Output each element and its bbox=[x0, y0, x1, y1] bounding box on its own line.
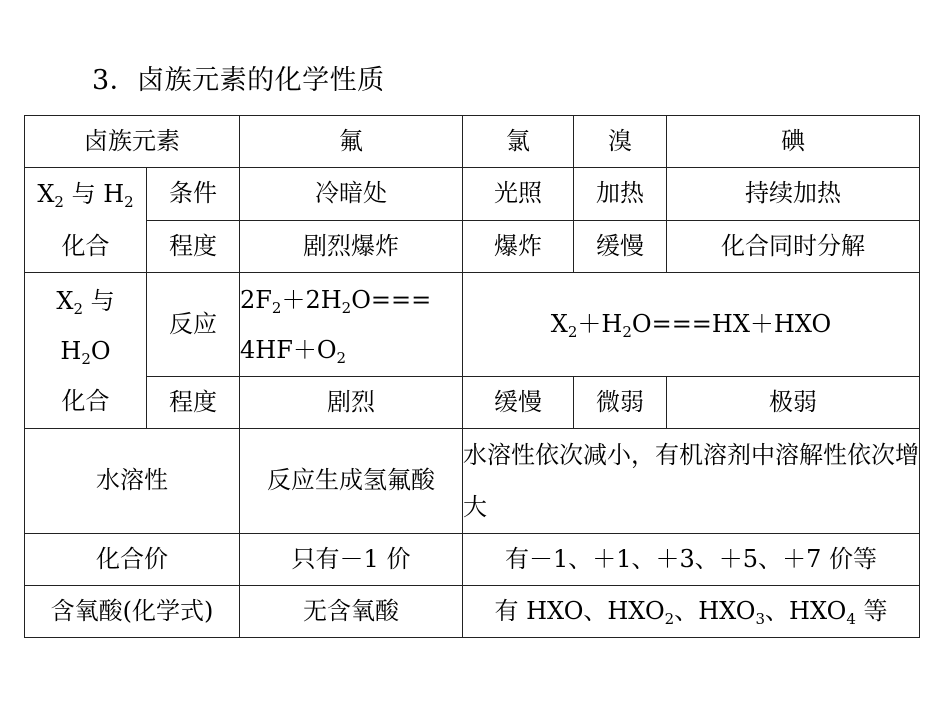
solubility-f: 反应生成氢氟酸 bbox=[240, 429, 463, 534]
header-iodine: 碘 bbox=[667, 116, 920, 168]
header-row bbox=[25, 116, 920, 168]
h2-degree-br: 缓慢 bbox=[574, 220, 667, 273]
header-bromine: 溴 bbox=[574, 116, 667, 168]
solubility-others: 水溶性依次减小，有机溶剂中溶解性依次增大 bbox=[463, 429, 920, 534]
h2o-degree-i: 极弱 bbox=[667, 377, 920, 429]
h2o-degree-row bbox=[25, 377, 920, 429]
page-title: 3．卤族元素的化学性质 bbox=[92, 65, 385, 96]
h2o-reaction-label: 反应 bbox=[147, 273, 240, 377]
h2o-reaction-f: $2F_2+2H_2O===$ $4HF+O_2$ bbox=[240, 273, 463, 377]
h2o-degree-f: 剧烈 bbox=[240, 377, 463, 429]
h2o-degree-cl: 缓慢 bbox=[463, 377, 574, 429]
h2o-degree-label: 程度 bbox=[147, 377, 240, 429]
oxyacid-label: 含氧酸(化学式) bbox=[25, 586, 240, 638]
valence-f: 只有－1 价 bbox=[240, 534, 463, 586]
header-fluorine: 氟 bbox=[240, 116, 463, 168]
solubility-row bbox=[25, 429, 920, 534]
h2-condition-i: 持续加热 bbox=[667, 168, 920, 221]
header-chlorine: 氯 bbox=[463, 116, 574, 168]
valence-others: 有－1、＋1、＋3、＋5、＋7 价等 bbox=[463, 534, 920, 586]
valence-row bbox=[25, 534, 920, 586]
h2o-group-label: $X_2$ 与 $H_2O$ 化合 bbox=[25, 273, 147, 429]
h2-degree-i: 化合同时分解 bbox=[667, 220, 920, 273]
h2o-reaction-others: $X_2+H_2O===HX+HXO$ bbox=[463, 273, 920, 377]
header-label: 卤族元素 bbox=[25, 116, 240, 168]
h2-condition-br: 加热 bbox=[574, 168, 667, 221]
h2-degree-row bbox=[25, 220, 920, 273]
h2-group-label: $X_2$ 与 $H_2$ 化合 bbox=[25, 168, 147, 273]
solubility-label: 水溶性 bbox=[25, 429, 240, 534]
h2-condition-cl: 光照 bbox=[463, 168, 574, 221]
oxyacid-row bbox=[25, 586, 920, 638]
halogen-table bbox=[24, 115, 920, 638]
valence-label: 化合价 bbox=[25, 534, 240, 586]
h2-condition-label: 条件 bbox=[147, 168, 240, 221]
h2-degree-f: 剧烈爆炸 bbox=[240, 220, 463, 273]
h2-degree-cl: 爆炸 bbox=[463, 220, 574, 273]
h2-degree-label: 程度 bbox=[147, 220, 240, 273]
h2-condition-row bbox=[25, 168, 920, 221]
h2-condition-f: 冷暗处 bbox=[240, 168, 463, 221]
h2o-reaction-row bbox=[25, 273, 920, 377]
oxyacid-f: 无含氧酸 bbox=[240, 586, 463, 638]
oxyacid-others: 有 HXO、$HXO_2$、$HXO_3$、$HXO_4$ 等 bbox=[463, 586, 920, 638]
h2o-degree-br: 微弱 bbox=[574, 377, 667, 429]
